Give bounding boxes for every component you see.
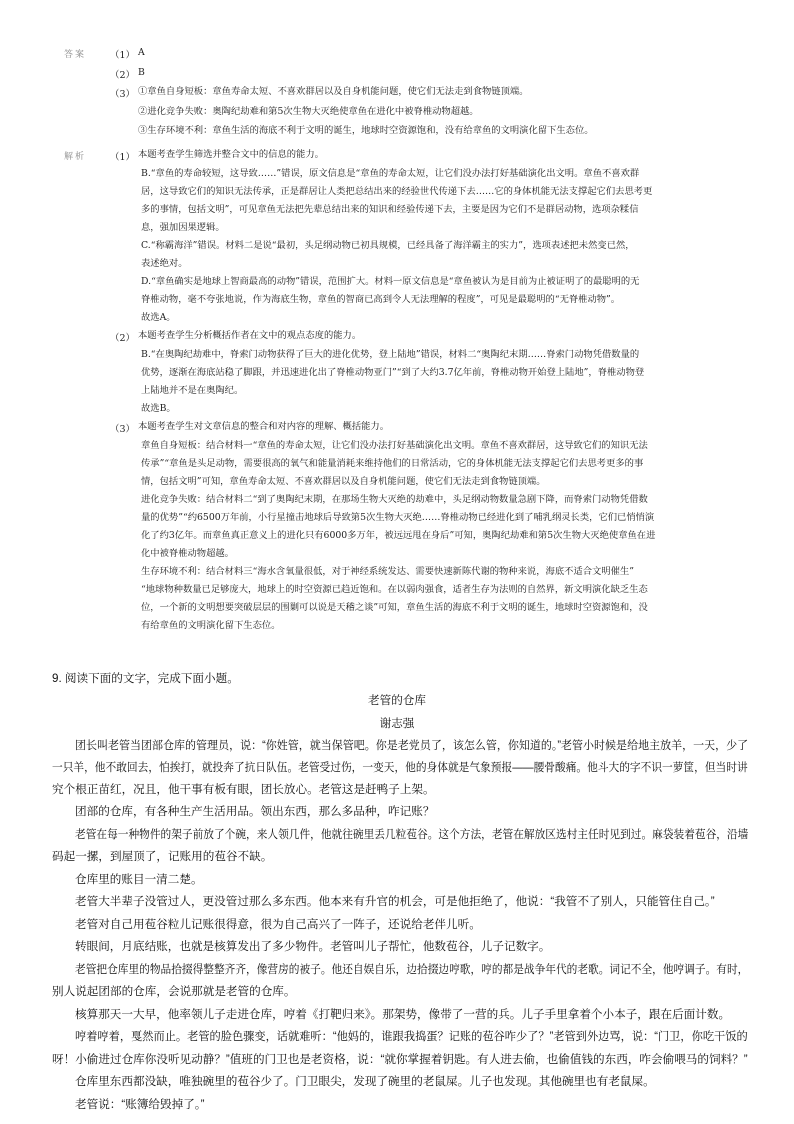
analysis-1-line: B.“章鱼的寿命较短，这导致……”错误，原文信息是“章鱼的寿命太短，让它们没办法打好基础演化出文明。章鱼不喜欢群 [141,168,640,179]
analysis-3-line: “地球物种数量已足够庞大，地球上的时空资源已趋近饱和。在以弱肉强食，适者生存为法则的自然界，新文明演化缺乏生态 [141,584,648,595]
analysis-3-num: （3） [110,424,136,435]
analysis-2-num: （2） [110,333,136,344]
analysis-3-line: 情，包括文明”可知，章鱼寿命太短、不喜欢群居以及自身机能问题，使它们无法走到食物链顶端。 [141,476,546,487]
analysis-3-line: 有给章鱼的文明演化留下生态位。 [141,620,281,631]
passage-line: 码起一摞，到屋顶了，记账用的苞谷不缺。 [52,850,273,863]
answer-2-num: （2） [110,70,136,81]
analysis-1-line: 脊椎动物，毫不夸张地说，作为海底生物，章鱼的智商已高到令人无法理解的程度”，可见是最聪明的“无脊椎动物”。 [141,294,621,305]
passage-line: 核算那天一大早，他率领儿子走进仓库，哼着《打靶归来》。那架势，像带了一营的兵。儿子手里拿着个小本子，跟在后面计数。 [75,1008,731,1021]
passage-line: 仓库里的账目一清二楚。 [75,873,203,886]
analysis-3-line: 本题考查学生对文章信息的整合和对内容的理解、概括能力。 [138,421,390,432]
answer-2-text: B [138,67,145,78]
answer-3-num: （3） [110,89,136,100]
passage-title: 老管的仓库 [368,694,426,707]
passage-line: 一只羊，他不敢回去，怕挨打，就投奔了抗日队伍。老管受过伤，一变天，他的身体就是气象预报——腰骨酸痛。他斗大的字不识一萝筐，但当时讲 [52,761,748,774]
passage-line: 老管在每一种物件的架子前放了个碗，来人领几件，他就往碗里丢几粒苞谷。这个方法，老管在解放区选村主任时见到过。麻袋装着苞谷，沿墙 [75,828,749,841]
analysis-3-line: 量的优势”“约6500万年前，小行星撞击地球后导致第5次生物大灭绝……脊椎动物已经进化到了哺乳纲灵长类，它们已悄悄演 [141,512,655,523]
passage-line: 转眼间，月底结账，也就是核算发出了多少物件。老管叫儿子帮忙，他数苞谷，儿子记数字。 [75,940,551,953]
answer-1-text: A [138,47,145,58]
analysis-1-line: 本题考查学生筛选并整合文中的信息的能力。 [138,149,324,160]
analysis-1-line: C.“称霸海洋”错误。材料二是说“最初，头足纲动物已初具规模，已经具备了海洋霸主的实力”，选项表述把未然变已然， [141,240,635,251]
analysis-1-line: 息，强加因果逻辑。 [141,222,225,233]
question-heading: 9. 阅读下面的文字，完成下面小题。 [52,672,239,685]
analysis-2-line: 上陆地并不是在奥陶纪。 [141,385,244,396]
passage-line: 仓库里东西都没缺，唯独碗里的苞谷少了。门卫眼尖，发现了碗里的老鼠屎。儿子也发现。其他碗里也有老鼠屎。 [75,1075,655,1088]
passage-line: 哼着哼着，戛然而止。老管的脸色骤变，话就难听：“他妈的，谁跟我捣蛋？记账的苞谷咋少了？”老管到外边骂，说：“门卫，你吃干饭的 [75,1030,748,1043]
analysis-2-line: 本题考查学生分析概括作者在文中的观点态度的能力。 [138,330,362,341]
analysis-3-line: 章鱼自身短板：结合材料一“章鱼的寿命太短，让它们没办法打好基础演化出文明。章鱼不喜欢群居，这导致它们的知识无法 [141,440,648,451]
analysis-3-line: 位，一个新的文明想要突破层层的围剿可以说是天稽之谈”可知，章鱼生活的海底不利于文明的诞生，地球时空资源饱和，没 [141,602,648,613]
analysis-2-line: 优势，逐渐在海底站稳了脚跟，并迅速进化出了脊椎动物亚门”“到了大约3.7亿年前，脊椎动物开始登上陆地”，脊椎动物登 [141,367,645,378]
passage-line: 团部的仓库，有各种生产生活用品。领出东西，那么多品种，咋记账？ [75,805,435,818]
answer-3-line: ①章鱼自身短板：章鱼寿命太短、不喜欢群居以及自身机能问题，使它们无法走到食物链顶端。 [138,86,529,97]
passage-line: 究个根正苗红，况且，他干事有板有眼，团长放心。老管这是赶鸭子上架。 [52,783,435,796]
passage-line: 团长叫老管当团部仓库的管理员，说：“你姓管，就当保管吧。你是老党员了，该怎么管，你知道的。”老管小时候是给地主放羊，一天，少了 [75,739,749,752]
passage-line: 老管大半辈子没管过人，更没管过那么多东西。他本来有升官的机会，可是他拒绝了，他说：“我管不了别人，只能管住自己。” [75,895,715,908]
answer-3-line: ②进化竞争失败：奥陶纪劫难和第5次生物大灭绝使章鱼在进化中被脊椎动物超越。 [138,106,479,117]
analysis-1-line: D.“章鱼确实是地球上智商最高的动物”错误，范围扩大。材料一原文信息是“章鱼被认为是目前为止被证明了的最聪明的无 [141,276,640,287]
passage-line: 呀！小偷进过仓库你没听见动静？”值班的门卫也是老资格，说：“就你掌握着钥匙。有人进去偷，也偷值钱的东西，咋会偷喂马的饲料？” [52,1053,748,1066]
answer-tag: 答案 [64,49,87,59]
analysis-2-line: B.“在奥陶纪劫难中，脊索门动物获得了巨大的进化优势，登上陆地”错误，材料二“奥陶纪末期……脊索门动物凭借数量的 [141,349,640,360]
analysis-3-line: 化了约3亿年。而章鱼真正意义上的进化只有6000多万年，被远远甩在身后”可知，奥陶纪劫难和第5次生物大灭绝使章鱼在进 [141,530,656,541]
answer-3-line: ③生存环境不利：章鱼生活的海底不利于文明的诞生，地球时空资源饱和，没有给章鱼的文明演化留下生态位。 [138,125,594,136]
analysis-tag: 解析 [64,151,87,161]
analysis-2-line: 故选B。 [141,403,176,414]
analysis-3-line: 化中被脊椎动物超越。 [141,548,234,559]
passage-author: 谢志强 [379,717,415,730]
analysis-1-line: 表述绝对。 [141,258,188,269]
analysis-1-line: 故选A。 [141,312,176,323]
analysis-1-num: （1） [110,152,136,163]
analysis-1-line: 居，这导致它们的知识无法传承，正是群居让人类把总结出来的经验世代传递下去……它的身体机能无法支撑起它们去思考更 [141,186,653,197]
passage-line: 老管说：“账簿给毁掉了。” [75,1098,205,1111]
analysis-3-line: 进化竞争失败：结合材料二“到了奥陶纪末期，在那场生物大灭绝的劫难中，头足纲动物数量急剧下降，而脊索门动物凭借数 [141,494,648,505]
analysis-3-line: 生存环境不利：结合材料三“海水含氧量很低，对于神经系统发达、需要快速新陈代谢的物种来说，海底不适合文明催生” [141,566,634,577]
analysis-1-line: 多的事情，包括文明”，可见章鱼无法把先辈总结出来的知识和经验传递下去，主要是因为它们不是群居动物，选项杂糅信 [141,204,639,215]
passage-line: 别人说起团部的仓库，会说那就是老管的仓库。 [52,985,296,998]
answer-1-num: （1） [110,50,136,61]
passage-line: 老管把仓库里的物品拾掇得整整齐齐，像营房的被子。他还自娱自乐，边拾掇边哼歌，哼的都是战争年代的老歌。词记不全，他哼调子。有时， [75,963,749,976]
analysis-3-line: 传承”“章鱼是头足动物，需要很高的氧气和能量消耗来维持他们的日常活动，它的身体机能无法支撑起它们去思考更多的事 [141,458,644,469]
passage-line: 老管对自己用苞谷粒儿记账很得意，很为自己高兴了一阵子，还说给老伴儿听。 [75,918,481,931]
